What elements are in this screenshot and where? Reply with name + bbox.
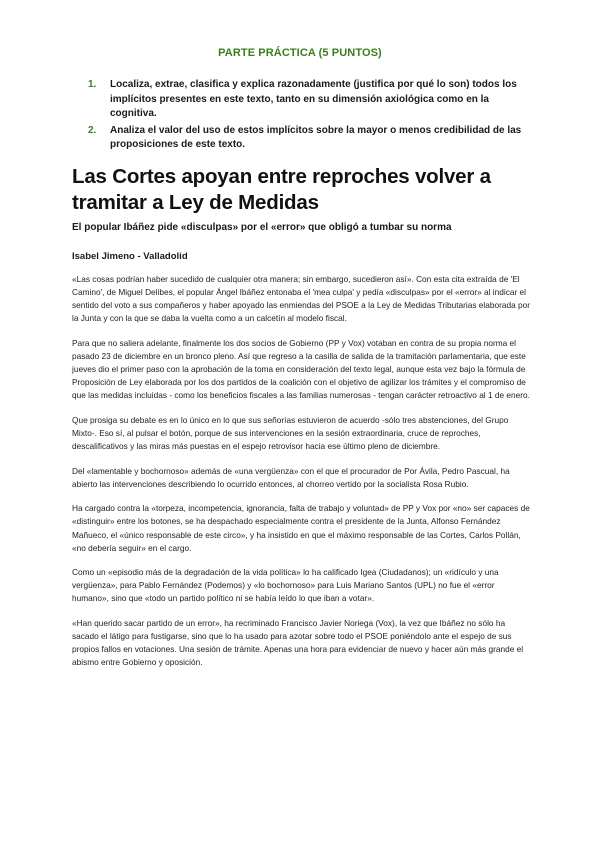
article-subheadline: El popular Ibáñez pide «disculpas» por el «error» que obligó a tumbar su norma — [72, 222, 452, 233]
task-list — [88, 78, 538, 155]
task-item — [88, 78, 538, 122]
article-body — [72, 273, 530, 681]
task-number: 1. — [88, 79, 97, 90]
article-paragraph: Del «lamentable y bochornoso» además de «una vergüenza» con el que el procurador de Por Ávila, Pedro Pascual, ha abierto las intervenciones describiendo lo ocurrido entonces, al chorreo vertido por la socialista Rosa Rubio. — [72, 465, 510, 489]
task-text: Localiza, extrae, clasifica y explica razonadamente (justifica por qué lo son) todos los implícitos presentes en este texto, tanto en su dimensión axiológica como en la cognitiva. — [110, 79, 517, 119]
task-number: 2. — [88, 124, 97, 136]
article-paragraph: Que prosiga su debate es en lo único en lo que sus señorías estuvieron de acuerdo -sólo tres abstenciones, del Grupo Mixto-. Eso sí, al pulsar el botón, porque de sus intervenciones en la sesión extraordinaria, cruce de reproches, descalificativos y las miras más puestas en el espejo retrovisor hacia ese último pleno de diciembre. — [72, 414, 509, 452]
section-title: PARTE PRÁCTICA (5 PUNTOS) — [218, 47, 382, 59]
article-byline: Isabel Jimeno - Valladolid — [72, 251, 188, 262]
article-headline: Las Cortes apoyan entre reproches volver a tramitar a Ley de Medidas — [72, 165, 491, 214]
article-paragraph: «Han querido sacar partido de un error», ha recriminado Francisco Javier Noriega (Vox), la vez que Ibáñez no sólo ha sacado el látigo para fustigarse, sino que lo ha usado para azotar sobre todo el PSOE poniéndolo ante el espejo de sus propios fallos en votaciones. Una sesión de trámite. Apenas una hora para evidenciar de nuevo y hacer aún más grande el abismo entre Gobierno y oposición. — [72, 617, 524, 668]
task-text: Analiza el valor del uso de estos implícitos sobre la mayor o menos credibilidad de las proposiciones de este texto. — [110, 124, 522, 150]
task-item — [88, 124, 538, 153]
article-paragraph: Como un «episodio más de la degradación de la vida política» lo ha calificado Igea (Ciudadanos); un «ridículo y una vergüenza», para Pablo Fernández (Podemos) y «lo bochornoso» para Luis Mariano Santos (UPL) no fue el «error humano», sino que «todo un partido político ni se había leído lo que iban a votar». — [72, 567, 499, 604]
article-paragraph: Ha cargado contra la «torpeza, incompetencia, ignorancia, falta de trabajo y voluntad» de PP y Vox por «no» ser capaces de «distinguir» entre los botones, se ha despachado especialmente contra el presidente de la Junta, Alfonso Fernández Mañueco, el «único responsable de este circo», y ha insistido en que el máximo responsable de las Cortes, Carlos Pollán, «no debería seguir» en el cargo. — [72, 503, 530, 553]
article-paragraph: Para que no saliera adelante, finalmente los dos socios de Gobierno (PP y Vox) votaban en contra de su propia norma el pasado 23 de diciembre en un bronco pleno. Así que regreso a la casilla de salida de la tramitación parlamentaria, que este jueves dio el primer paso con la aprobación de la toma en consideración del texto legal, aunque esta vez bajo la fórmula de Proposición de Ley elaborada por los dos partidos de la coalición con el objetivo de agilizar los trámites y el compromiso de que las medidas incluidas - como los beneficios fiscales a las familias numerosas - tengan carácter retroactivo al 1 de enero. — [72, 337, 530, 401]
article-paragraph: «Las cosas podrían haber sucedido de cualquier otra manera; sin embargo, sucedieron así». Con esta cita extraída de 'El Camino', de Miguel Delibes, el popular Ángel Ibáñez entonaba el 'mea culpa' y pedía «disculpas» por el «error» al indicar el sentido del voto a sus compañeros y haber apoyado las enmiendas del PSOE a la Ley de Medidas Tributarias elaborada por la Junta y con la que se daba la vuelta como a un calcetín al modelo fiscal. — [72, 274, 530, 324]
